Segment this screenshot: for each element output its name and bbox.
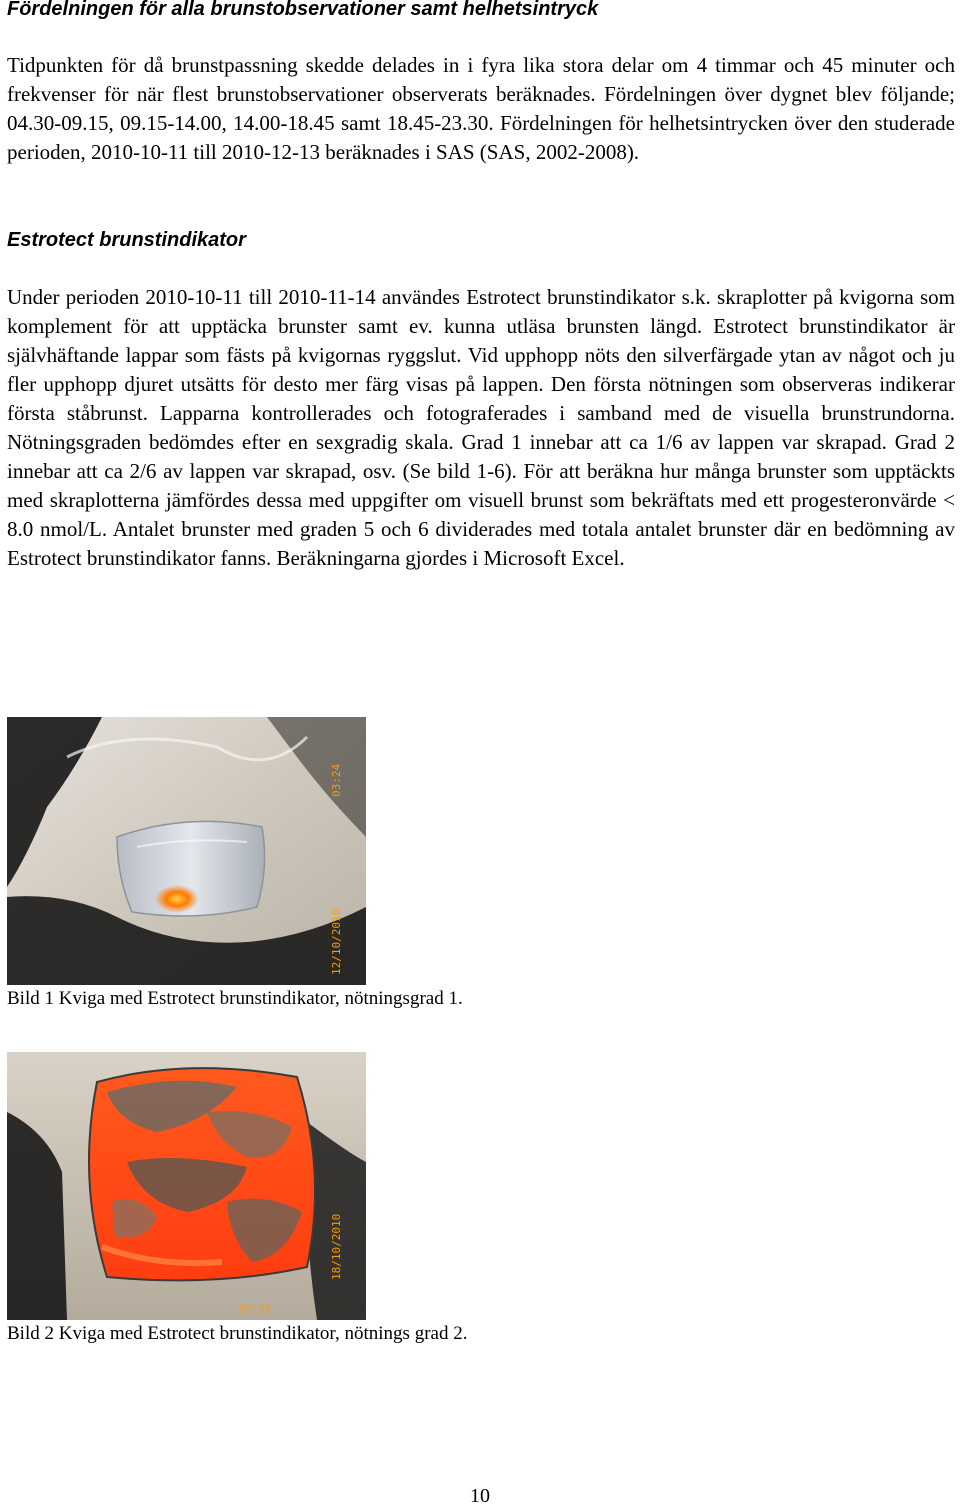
figure-1-time-stamp: 03:24 <box>330 763 343 797</box>
figure-1-date-stamp: 12/10/2010 <box>330 908 343 975</box>
figure-2-photo <box>7 1052 366 1320</box>
figure-1-caption: Bild 1 Kviga med Estrotect brunstindikator, nötningsgrad 1. <box>7 988 463 1009</box>
section-heading-distribution: Fördelningen för alla brunstobservationer samt helhetsintryck <box>7 0 599 20</box>
paragraph-estrotect: Under perioden 2010-10-11 till 2010-11-14 användes Estrotect brunstindikator s.k. skraplotter på kvigorna som komplement för att upptäcka brunster samt ev. kunna utläsa brunsten längd. Estrotect brunstindikator är självhäftande lappar som fästs på kvigornas ryggslut. Vid upphopp nöts den silverfärgade ytan av något och ju fler upphopp djuret utsätts för desto mer färg visas på lappen. Den första nötningen som observeras indikerar första ståbrunst. Lapparna kontrollerades och fotograferades i samband med de visuella brunstrundorna. Nötningsgraden bedömdes efter en sexgradig skala. Grad 1 innebar att ca 1/6 av lappen var skrapad. Grad 2 innebar att ca 2/6 av lappen var skrapad, osv. (Se bild 1-6). För att beräkna hur många brunster som upptäckts med skraplotterna jämfördes dessa med uppgifter om visuell brunst som bekräftats med ett progesteronvärde < 8.0 nmol/L. Antalet brunster med graden 5 och 6 dividerades med totala antalet brunster där en bedömning av Estrotect brunstindikator fanns. Beräkningarna gjordes i Microsoft Excel. <box>7 285 955 570</box>
section-heading-estrotect: Estrotect brunstindikator <box>7 229 246 251</box>
figure-2-date-stamp: 18/10/2010 <box>330 1213 343 1280</box>
figure-2-caption: Bild 2 Kviga med Estrotect brunstindikator, nötnings grad 2. <box>7 1323 468 1344</box>
paragraph-distribution: Tidpunkten för då brunstpassning skedde delades in i fyra lika stora delar om 4 timmar och 45 minuter och frekvenser för när flest brunstobservationer observerats beräknades. Fördelningen över dygnet blev följande; 04.30-09.15, 09.15-14.00, 14.00-18.45 samt 18.45-23.30. Fördelningen för helhetsintrycken över den studerade perioden, 2010-10-11 till 2010-12-13 beräknades i SAS (SAS, 2002-2008). <box>7 53 955 164</box>
page-number: 10 <box>470 1485 490 1507</box>
figure-2-time-stamp: 12:31 <box>239 1304 273 1317</box>
figure-1-photo <box>7 717 366 985</box>
